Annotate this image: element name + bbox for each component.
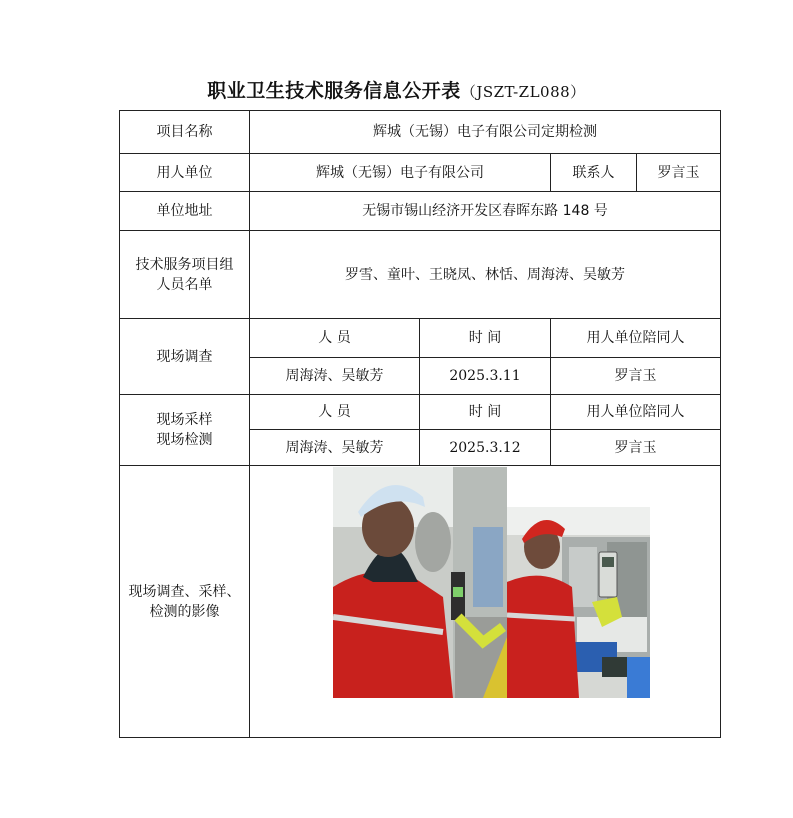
- title-code: （JSZT-ZL088）: [460, 83, 586, 101]
- address-value: 无锡市锡山经济开发区春晖东路 148 号: [250, 192, 721, 231]
- title-text: 职业卫生技术服务信息公开表: [207, 80, 461, 102]
- survey-people: 周海涛、吴敏芳: [250, 358, 420, 395]
- sampling-header-people: 人 员: [250, 395, 420, 430]
- sampling-date: 2025.3.12: [420, 430, 551, 466]
- row-survey-header: [120, 319, 721, 358]
- employer-value: 辉城（无锡）电子有限公司: [250, 154, 551, 192]
- sampling-people: 周海涛、吴敏芳: [250, 430, 420, 466]
- sampling-label-line2: 现场检测: [156, 432, 213, 448]
- images-label-line2: 检测的影像: [149, 603, 220, 620]
- sampling-label-line1: 现场采样: [156, 412, 213, 428]
- images-label: [120, 466, 250, 738]
- row-project: [120, 111, 721, 154]
- images-label-line1: 现场调查、采样、: [128, 583, 241, 600]
- project-value: 辉城（无锡）电子有限公司定期检测: [250, 111, 721, 154]
- contact-value: 罗言玉: [637, 154, 721, 192]
- project-label: 项目名称: [120, 111, 250, 154]
- team-value: 罗雪、童叶、王晓凤、林恬、周海涛、吴敏芳: [250, 231, 721, 319]
- survey-date: 2025.3.11: [420, 358, 551, 395]
- page-title: [0, 76, 793, 103]
- sampling-label: [120, 395, 250, 466]
- images-cell: [250, 466, 721, 738]
- survey-companion: 罗言玉: [551, 358, 721, 395]
- survey-header-companion: 用人单位陪同人: [551, 319, 721, 358]
- contact-label: 联系人: [551, 154, 637, 192]
- site-photo-1-image: [333, 467, 507, 698]
- row-team: [120, 231, 721, 319]
- address-label: 单位地址: [120, 192, 250, 231]
- row-employer: [120, 154, 721, 192]
- survey-label: 现场调查: [120, 319, 250, 395]
- site-photo-1: [333, 467, 507, 698]
- photos-container: [250, 467, 720, 737]
- row-address: [120, 192, 721, 231]
- survey-header-people: 人 员: [250, 319, 420, 358]
- sampling-header-companion: 用人单位陪同人: [551, 395, 721, 430]
- employer-label: 用人单位: [120, 154, 250, 192]
- sampling-companion: 罗言玉: [551, 430, 721, 466]
- team-label-line1: 技术服务项目组: [135, 256, 234, 273]
- survey-header-time: 时 间: [420, 319, 551, 358]
- site-photo-2-image: [507, 507, 650, 698]
- site-photo-2: [507, 507, 650, 698]
- row-sampling-header: [120, 395, 721, 430]
- team-label: [120, 231, 250, 319]
- team-label-line2: 人员名单: [156, 276, 213, 293]
- sampling-header-time: 时 间: [420, 395, 551, 430]
- row-images: [120, 466, 721, 738]
- info-table: [119, 110, 721, 738]
